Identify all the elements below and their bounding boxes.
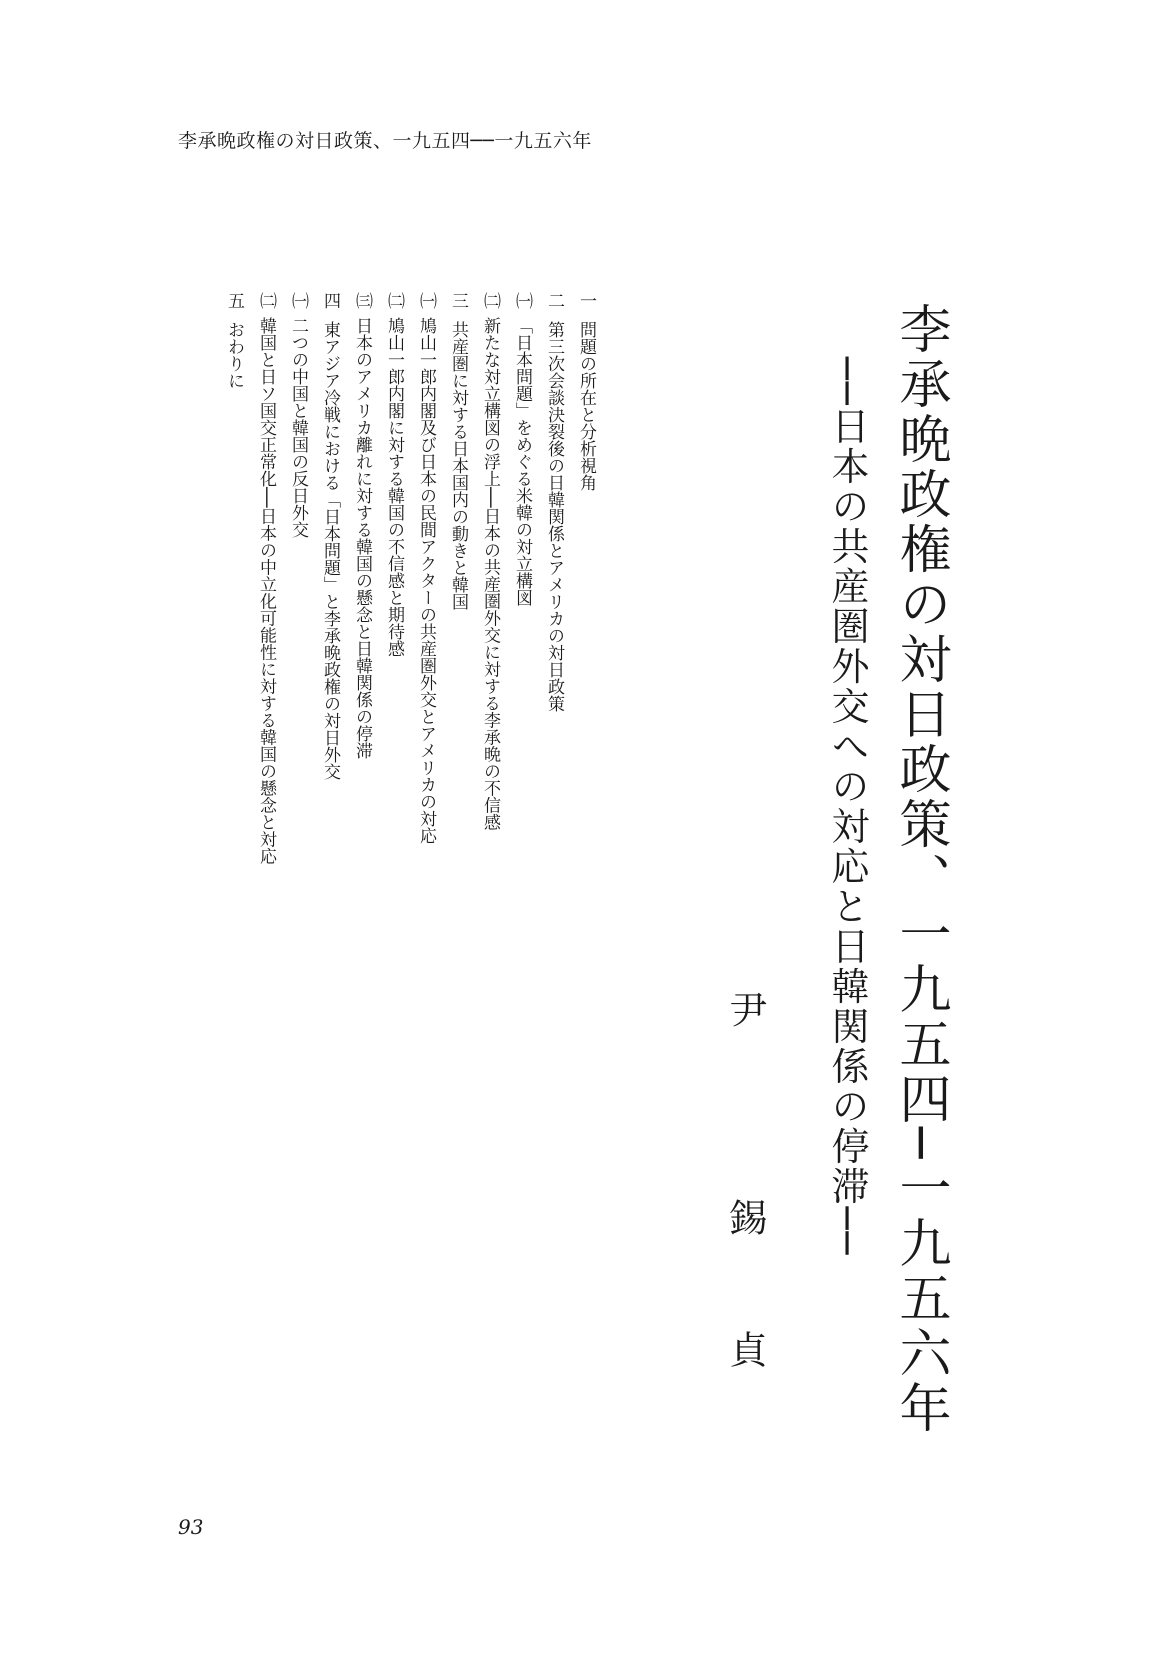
toc-entry: [218, 292, 250, 864]
toc-text: 問題の所在と分析視角: [576, 321, 596, 491]
toc-number: ㈠: [512, 292, 532, 309]
toc-subentry: [506, 292, 538, 864]
toc-subentry: [378, 292, 410, 864]
toc-text: 二つの中国と韓国の反日外交: [288, 317, 308, 538]
toc-subentry: [346, 292, 378, 864]
toc-subentry: [410, 292, 442, 864]
running-head: 李承晩政権の対日政策、一九五四──一九五六年: [178, 130, 592, 152]
toc-text: 「日本問題」をめぐる米韓の対立構図: [512, 317, 532, 606]
toc-number: ㈠: [416, 292, 436, 309]
toc-text: 日本のアメリカ離れに対する韓国の懸念と日韓関係の停滞: [352, 317, 372, 759]
toc-number: ㈡: [480, 292, 500, 309]
toc-number: ㈢: [352, 292, 372, 309]
toc-text: 鳩山一郎内閣及び日本の民間アクターの共産圏外交とアメリカの対応: [416, 317, 436, 844]
toc-subentry: [474, 292, 506, 864]
table-of-contents: [218, 292, 602, 864]
article-subtitle: ──日本の共産圏外交への対応と日韓関係の停滞──: [825, 357, 869, 1257]
toc-subentry: [282, 292, 314, 864]
toc-number: ㈡: [256, 292, 276, 309]
toc-text: 韓国と日ソ国交正常化──日本の中立化可能性に対する韓国の懸念と対応: [256, 317, 276, 865]
toc-text: 新たな対立構図の浮上──日本の共産圏外交に対する李承晩の不信感: [480, 317, 500, 831]
page-number: 93: [178, 1515, 204, 1539]
toc-entry: [314, 292, 346, 864]
author-char-2: 錫: [723, 1198, 767, 1236]
toc-subentry: [250, 292, 282, 864]
toc-number: ㈡: [384, 292, 404, 309]
author-char-3: 貞: [723, 1330, 767, 1368]
toc-entry: [442, 292, 474, 864]
toc-number: 三: [448, 292, 468, 309]
toc-text: 鳩山一郎内閣に対する韓国の不信感と期待感: [384, 317, 404, 657]
toc-number: 五: [224, 292, 244, 309]
article-title: 李承晩政権の対日政策、一九五四─一九五六年: [890, 302, 950, 1437]
toc-entry: [538, 292, 570, 864]
toc-text: 共産圏に対する日本国内の動きと韓国: [448, 321, 468, 610]
toc-entry: [570, 292, 602, 864]
toc-number: ㈠: [288, 292, 308, 309]
toc-text: おわりに: [224, 321, 244, 389]
toc-number: 四: [320, 292, 340, 309]
author-name: [723, 990, 772, 1370]
toc-text: 東アジア冷戦における「日本問題」と李承晩政権の対日外交: [320, 321, 340, 780]
author-char-1: 尹: [723, 990, 767, 1028]
toc-text: 第三次会談決裂後の日韓関係とアメリカの対日政策: [544, 321, 564, 712]
toc-number: 二: [544, 292, 564, 309]
toc-number: 一: [576, 292, 596, 309]
